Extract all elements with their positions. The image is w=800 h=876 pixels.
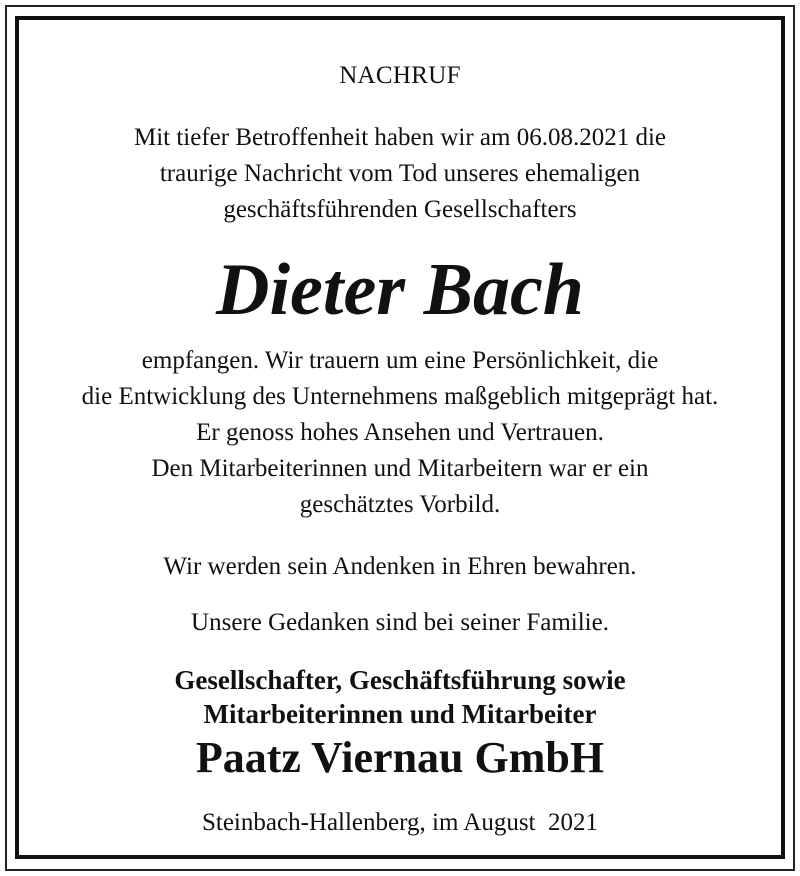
body-line-3: Er genoss hohes Ansehen und Vertrauen.: [196, 419, 604, 446]
signers-line-1: Gesellschafter, Geschäftsführung sowie: [174, 665, 626, 695]
notice-heading: NACHRUF: [339, 62, 461, 89]
closing-remembrance: Wir werden sein Andenken in Ehren bewahren.: [163, 553, 637, 580]
intro-line-2: traurige Nachricht vom Tod unseres ehemaligen: [159, 160, 641, 187]
closing-family: Unsere Gedanken sind bei seiner Familie.: [191, 609, 609, 636]
deceased-name: Dieter Bach: [216, 249, 584, 331]
intro-text: [0, 120, 800, 228]
body-line-2: die Entwicklung des Unternehmens maßgeblich mitgeprägt hat.: [81, 383, 719, 410]
body-line-5: geschätztes Vorbild.: [299, 491, 501, 518]
signers-line-2: Mitarbeiterinnen und Mitarbeiter: [203, 699, 597, 729]
intro-line-3: geschäftsführenden Gesellschafters: [223, 196, 577, 223]
body-line-1: empfangen. Wir trauern um eine Persönlichkeit, die: [141, 347, 659, 374]
place-date: Steinbach-Hallenberg, im August 2021: [201, 809, 598, 836]
intro-line-1: Mit tiefer Betroffenheit haben wir am 06.08.2021 die: [133, 124, 667, 151]
body-text: [0, 343, 800, 523]
signers: [0, 663, 800, 731]
company-name: Paatz Viernau GmbH: [195, 733, 605, 782]
body-line-4: Den Mitarbeiterinnen und Mitarbeitern war er ein: [151, 455, 649, 482]
